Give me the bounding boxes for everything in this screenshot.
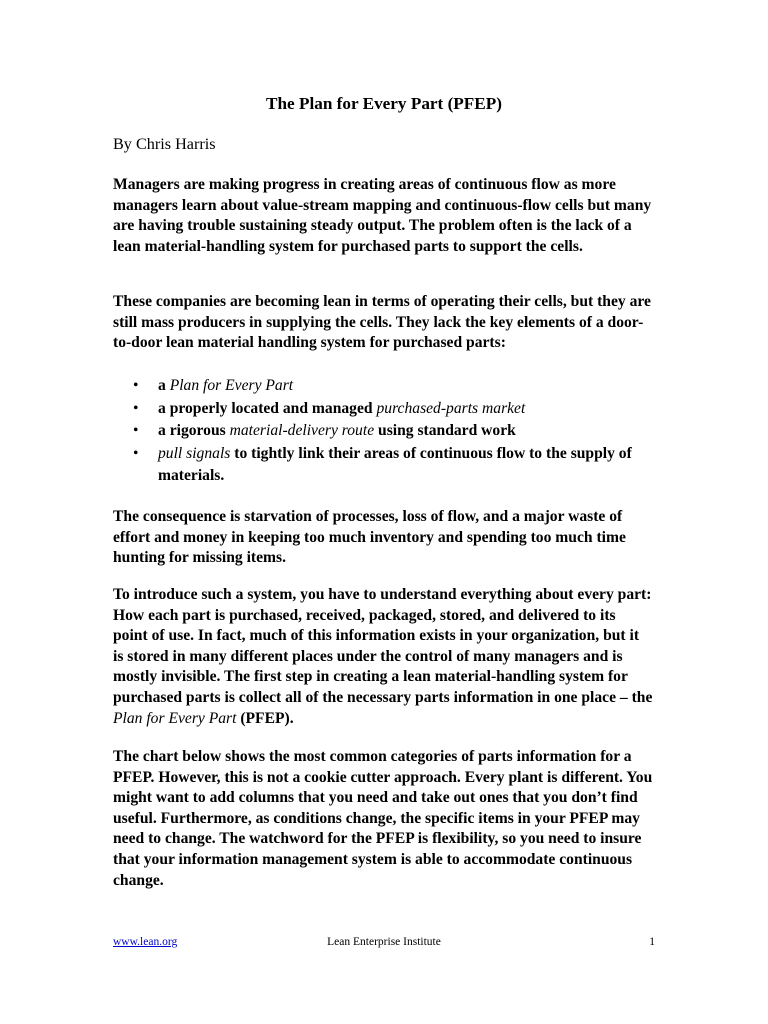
author-byline: By Chris Harris <box>113 135 216 153</box>
bullet-icon: • <box>133 377 139 394</box>
bullet-icon: • <box>133 444 139 462</box>
emphasis: Plan for Every Part <box>169 377 294 394</box>
emphasis: pull signals <box>158 444 231 462</box>
list-item: • a rigorous material-delivery route using standard work <box>133 420 653 443</box>
paragraph-1: Managers are making progress in creating areas of continuous flow as more managers learn about value-stream mapping and continuous-flow cells but many are having trouble sustaining steady output. The problem often is the lack of a lean material-handling system for purchased parts to support the cells. <box>113 176 652 255</box>
paragraph-2: These companies are becoming lean in terms of operating their cells, but they are still mass producers in supplying the cells. They lack the key elements of a door-to-door lean material handling system for purchased parts: <box>113 293 651 352</box>
document-title: The Plan for Every Part (PFEP) <box>266 94 502 113</box>
list-item: • a Plan for Every Part <box>133 375 653 398</box>
emphasis: purchased-parts market <box>376 399 526 417</box>
paragraph-4: To introduce such a system, you have to understand everything about every part: How each part is purchased, received, packaged, stored, and delivered to its point of use. In fact, much of this information exists in your organization, but it is stored in many different places under the control of many managers and is mostly invisible. The first step in creating a lean material-handling system for purchased parts is collect all of the necessary parts information in one place – the Plan for Every Part (PFEP). <box>113 586 653 727</box>
bullet-icon: • <box>133 422 139 439</box>
emphasis: material-delivery route <box>229 422 375 439</box>
bullet-list <box>133 375 653 488</box>
list-item: • a properly located and managed purchased-parts market <box>133 398 653 421</box>
page-footer <box>113 934 655 952</box>
page-number: 1 <box>649 936 655 948</box>
paragraph-3: The consequence is starvation of processes, loss of flow, and a major waste of effort and money in keeping too much inventory and spending too much time hunting for missing items. <box>113 508 626 567</box>
paragraph-5: The chart below shows the most common categories of parts information for a PFEP. However, this is not a cookie cutter approach. Every plant is different. You might want to add columns that you need and take out ones that you don’t find useful. Furthermore, as conditions change, the specific items in your PFEP may need to change. The watchword for the PFEP is flexibility, so you need to insure that your information management system is able to accommodate continuous change. <box>113 748 653 889</box>
bullet-icon: • <box>133 399 139 417</box>
emphasis: Plan for Every Part <box>113 709 237 727</box>
website-link[interactable]: www.lean.org <box>113 936 178 948</box>
footer-organization: Lean Enterprise Institute <box>327 936 441 948</box>
list-item: • pull signals to tightly link their areas of continuous flow to the supply of materials. <box>133 444 632 484</box>
